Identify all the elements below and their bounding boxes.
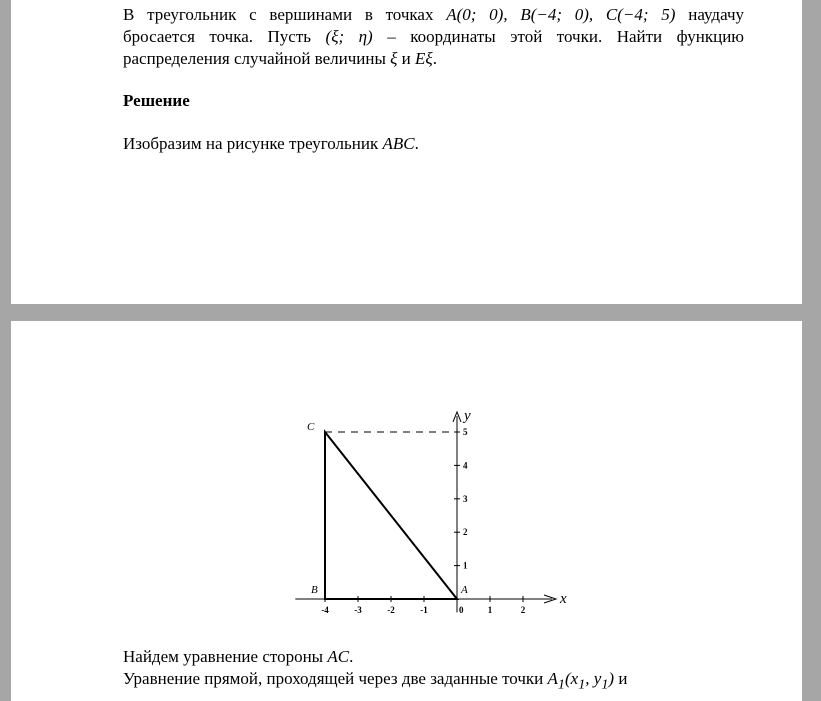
point-a1-math [547,669,615,693]
text: . [414,134,419,153]
x-tick-label: 2 [520,605,526,615]
text: Уравнение прямой, проходящей через две заданные точки [123,669,548,688]
subscript: 1 [578,676,586,693]
text: наудачу [675,5,744,24]
triangle-name-math: ABC [382,134,415,153]
point-a: A(0; 0), [446,5,521,24]
y-tick-label: 3 [463,493,468,504]
problem-line-2 [123,26,744,48]
y-tick-label: 5 [463,427,468,437]
x-tick-label: 1 [487,605,493,615]
vertex-label-a: A [461,584,468,596]
x-tick-label: 0 [459,605,464,615]
text: В треугольник с вершинами в точках [123,5,447,24]
expectation-math: Eξ [415,49,433,68]
text: , y [585,669,602,688]
subscript: 1 [601,676,609,693]
page-1 [11,0,802,304]
xi-math: ξ [390,49,398,68]
vertex-label-c: C [307,421,315,433]
text: . [432,49,437,68]
equation-sentence [123,646,744,668]
text: . [349,647,354,666]
side-ac-math: AC [327,647,350,666]
subscript: 1 [557,676,565,693]
point-b: B(−4; 0), [520,5,606,24]
vertex-label-b: B [311,584,318,596]
text: ) [608,669,615,688]
text: и [397,49,416,68]
point-c: C(−4; 5) [605,5,676,24]
x-tick-label: -2 [387,605,395,615]
draw-sentence [123,133,744,155]
y-axis-label: y [464,407,471,424]
text: (x [564,669,579,688]
y-tick-label: 4 [463,460,468,471]
solution-heading: Решение [123,91,190,110]
x-tick-label: -3 [354,605,362,615]
problem-line-3 [123,48,744,70]
y-tick-label: 1 [463,560,468,571]
text: бросается точка. Пусть [123,27,326,46]
coords-math: (ξ; η) [325,27,373,46]
text: и [614,669,628,688]
triangle-abc [325,432,457,599]
text: Изобразим на рисунке треугольник [123,134,383,153]
y-tick-label: 2 [463,527,468,538]
text: – координаты этой точки. Найти функцию [372,27,744,46]
x-axis-label: x [560,591,567,607]
text: распределения случайной величины [123,49,391,68]
x-tick-label: -4 [321,605,329,615]
text: Найдем уравнение стороны [123,647,328,666]
line-equation-sentence [123,668,744,695]
x-tick-label: -1 [420,605,428,615]
triangle-diagram [11,321,802,636]
text: A [547,669,558,688]
page-2 [11,321,802,701]
problem-line-1 [123,4,744,26]
